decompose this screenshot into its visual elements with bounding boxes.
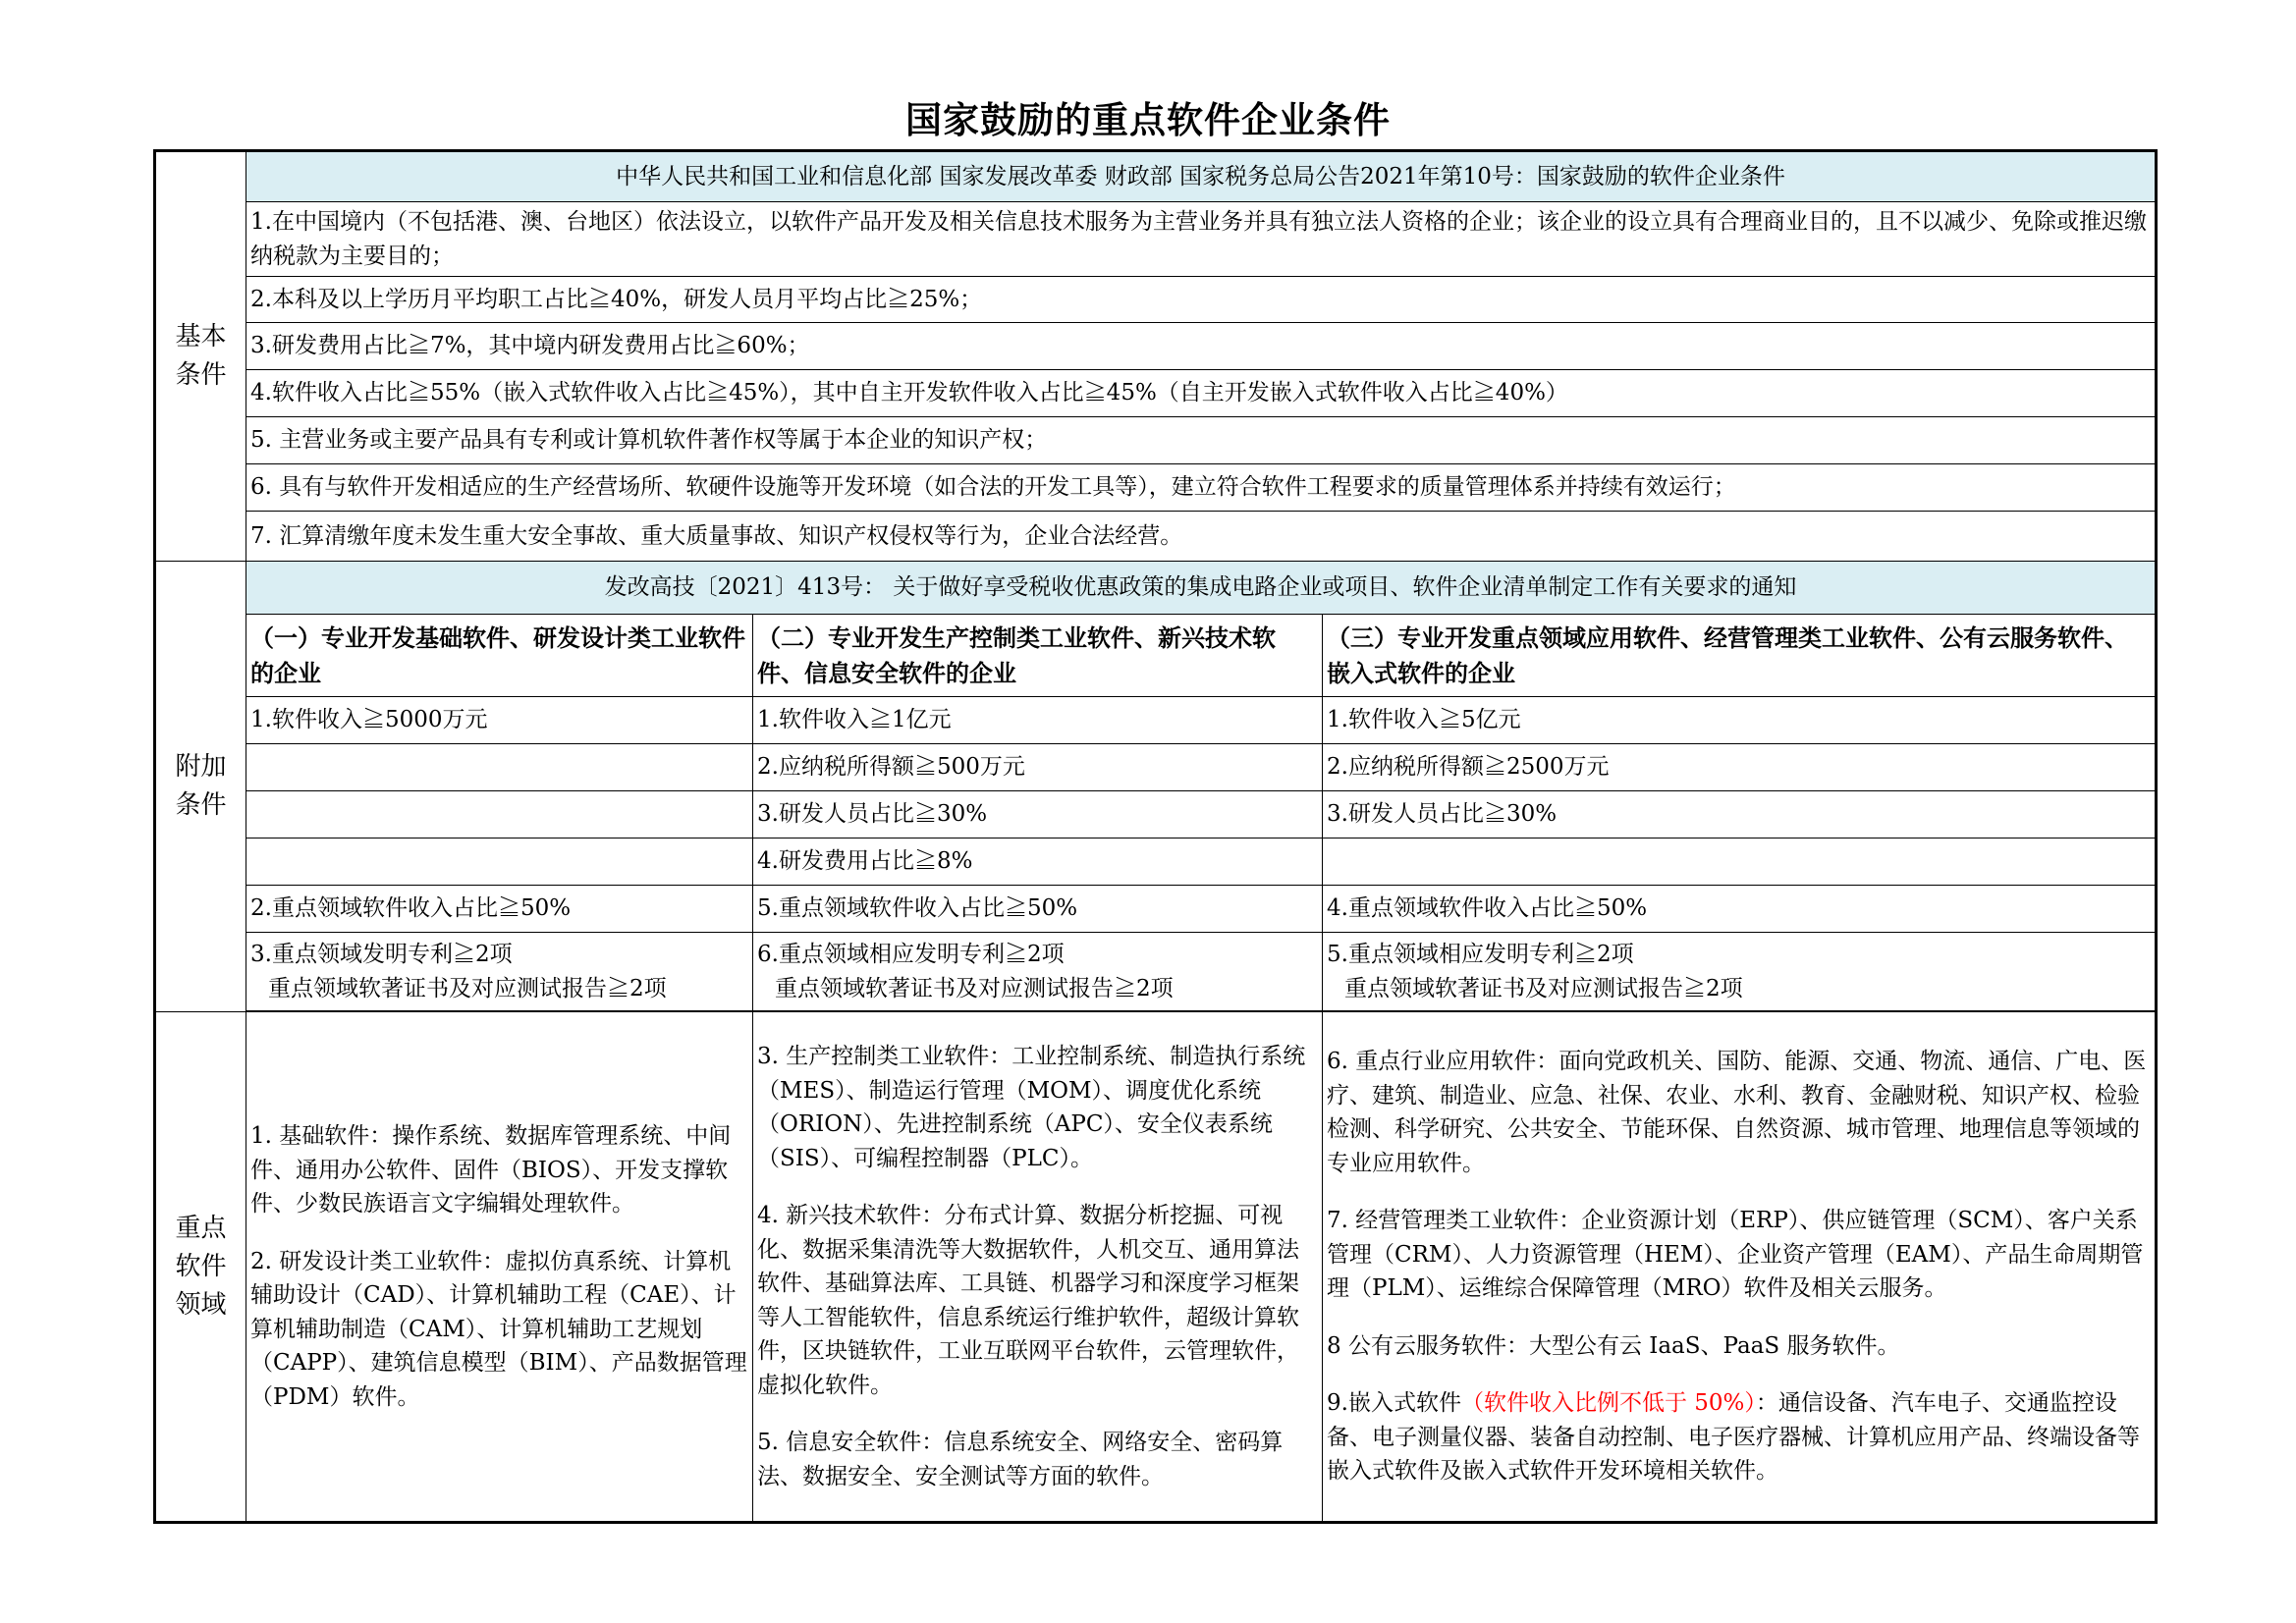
table-cell: 1.软件收入≧5亿元 <box>1323 697 2157 744</box>
patent-line: 重点领域软著证书及对应测试报告≧2项 <box>268 975 667 1001</box>
column-header-3: （三）专业开发重点领域应用软件、经营管理类工业软件、公有云服务软件、嵌入式软件的企业 <box>1323 615 2157 697</box>
embedded-prefix: 9.嵌入式软件 <box>1327 1390 1461 1417</box>
table-row <box>155 697 2157 744</box>
basic-item-5: 5. 主营业务或主要产品具有专利或计算机软件著作权等属于本企业的知识产权； <box>246 417 2157 464</box>
table-cell: 3.研发人员占比≧30% <box>1323 791 2157 839</box>
table-cell: 4.研发费用占比≧8% <box>753 839 1323 886</box>
page-title: 国家鼓励的重点软件企业条件 <box>905 99 1391 141</box>
patent-line: 重点领域软著证书及对应测试报告≧2项 <box>775 975 1174 1001</box>
table-row <box>155 512 2157 562</box>
domain-column-1 <box>246 1012 753 1523</box>
patent-line: 5.重点领域相应发明专利≧2项 <box>1327 942 1634 967</box>
domain-column-3 <box>1323 1012 2157 1523</box>
patent-cell-1 <box>246 933 753 1011</box>
basic-source-banner: 中华人民共和国工业和信息化部 国家发展改革委 财政部 国家税务总局公告2021年第10号：国家鼓励的软件企业条件 <box>246 151 2157 202</box>
patent-cell-2 <box>753 933 1323 1011</box>
conditions-table <box>153 149 2158 1524</box>
table-cell: 2.应纳税所得额≧2500万元 <box>1323 744 2157 791</box>
section-label-basic-text: 基本 条件 <box>175 322 227 390</box>
patent-line: 6.重点领域相应发明专利≧2项 <box>757 942 1065 967</box>
domain-paragraph: 3. 生产控制类工业软件：工业控制系统、制造执行系统（MES）、制造运行管理（MOM）、调度优化系统（ORION）、先进控制系统（APC）、安全仪表系统（SIS）、可编程控制器（PLC）。 <box>757 1044 1306 1171</box>
table-row <box>155 417 2157 464</box>
domains-row <box>155 1012 2157 1523</box>
table-row <box>155 370 2157 417</box>
table-row <box>155 839 2157 886</box>
domain-paragraph: 6. 重点行业应用软件：面向党政机关、国防、能源、交通、物流、通信、广电、医疗、建筑、制造业、应急、社保、农业、水利、教育、金融财税、知识产权、检验检测、科学研究、公共安全、节能环保、自然资源、城市管理、地理信息等领域的专业应用软件。 <box>1327 1049 2147 1176</box>
basic-item-7: 7. 汇算清缴年度未发生重大安全事故、重大质量事故、知识产权侵权等行为，企业合法经营。 <box>246 512 2157 562</box>
additional-source-banner: 发改高技〔2021〕413号： 关于做好享受税收优惠政策的集成电路企业或项目、软件企业清单制定工作有关要求的通知 <box>246 562 2157 615</box>
table-cell: 1.软件收入≧5000万元 <box>246 697 753 744</box>
column-header-2: （二）专业开发生产控制类工业软件、新兴技术软件、信息安全软件的企业 <box>753 615 1323 697</box>
table-cell: 2.重点领域软件收入占比≧50% <box>246 886 753 933</box>
domain-paragraph: 7. 经营管理类工业软件：企业资源计划（ERP）、供应链管理（SCM）、客户关系管理（CRM）、人力资源管理（HEM）、企业资产管理（EAM）、产品生命周期管理（PLM）、运维综合保障管理（MRO）软件及相关云服务。 <box>1327 1208 2144 1302</box>
basic-item-1: 1.在中国境内（不包括港、澳、台地区）依法设立，以软件产品开发及相关信息技术服务为主营业务并具有独立法人资格的企业；该企业的设立具有合理商业目的，且不以减少、免除或推迟缴纳税款为主要目的； <box>246 202 2157 277</box>
domain-paragraph: 4. 新兴技术软件：分布式计算、数据分析挖掘、可视化、数据采集清洗等大数据软件，人机交互、通用算法软件、基础算法库、工具链、机器学习和深度学习框架等人工智能软件，信息系统运行维护软件，超级计算软件，区块链软件，工业互联网平台软件，云管理软件，虚拟化软件。 <box>757 1203 1299 1398</box>
section-label-domains <box>155 1012 246 1523</box>
table-row <box>155 464 2157 512</box>
table-cell <box>1323 839 2157 886</box>
section-label-additional <box>155 562 246 1012</box>
domain-column-2 <box>753 1012 1323 1523</box>
table-cell <box>246 744 753 791</box>
table-row <box>155 202 2157 277</box>
table-cell: 4.重点领域软件收入占比≧50% <box>1323 886 2157 933</box>
patent-cell-3 <box>1323 933 2157 1011</box>
basic-item-4: 4.软件收入占比≧55%（嵌入式软件收入占比≧45%），其中自主开发软件收入占比≧45%（自主开发嵌入式软件收入占比≧40%） <box>246 370 2157 417</box>
column-header-1: （一）专业开发基础软件、研发设计类工业软件的企业 <box>246 615 753 697</box>
embedded-highlight: （软件收入比例不低于 50%） <box>1460 1390 1756 1417</box>
table-row <box>155 744 2157 791</box>
table-row <box>155 791 2157 839</box>
basic-item-3: 3.研发费用占比≧7%，其中境内研发费用占比≧60%； <box>246 323 2157 370</box>
column-header-row <box>155 615 2157 697</box>
additional-source-row <box>155 562 2157 615</box>
domain-paragraph-embedded <box>1327 1386 2151 1488</box>
table-cell: 2.应纳税所得额≧500万元 <box>753 744 1323 791</box>
basic-item-6: 6. 具有与软件开发相适应的生产经营场所、软硬件设施等开发环境（如合法的开发工具等），建立符合软件工程要求的质量管理体系并持续有效运行； <box>246 464 2157 512</box>
table-row <box>155 323 2157 370</box>
section-label-domains-text: 重点 软件 领域 <box>175 1213 227 1320</box>
domain-paragraph: 1. 基础软件：操作系统、数据库管理系统、中间件、通用办公软件、固件（BIOS）、开发支撑软件、少数民族语言文字编辑处理软件。 <box>250 1123 732 1217</box>
section-label-additional-text: 附加 条件 <box>175 752 227 820</box>
table-cell <box>246 791 753 839</box>
basic-item-2: 2.本科及以上学历月平均职工占比≧40%，研发人员月平均占比≧25%； <box>246 277 2157 323</box>
table-cell: 1.软件收入≧1亿元 <box>753 697 1323 744</box>
table-row <box>155 277 2157 323</box>
patent-line: 3.重点领域发明专利≧2项 <box>250 942 513 967</box>
table-row <box>155 933 2157 1011</box>
embedded-suffix: ：通信设备、汽车电子、交通监控设备、电子测量仪器、装备自动控制、电子医疗器械、计算机应用产品、终端设备等嵌入式软件及嵌入式软件开发环境相关软件。 <box>1327 1390 2140 1485</box>
table-cell: 5.重点领域软件收入占比≧50% <box>753 886 1323 933</box>
domain-paragraph: 2. 研发设计类工业软件：虚拟仿真系统、计算机辅助设计（CAD）、计算机辅助工程（CAE）、计算机辅助制造（CAM）、计算机辅助工艺规划（CAPP）、建筑信息模型（BIM）、产品数据管理（PDM）软件。 <box>250 1248 747 1410</box>
table-cell: 3.研发人员占比≧30% <box>753 791 1323 839</box>
domain-paragraph: 8 公有云服务软件：大型公有云 IaaS、PaaS 服务软件。 <box>1327 1332 1900 1359</box>
table-row <box>155 886 2157 933</box>
basic-source-row <box>155 151 2157 202</box>
section-label-basic <box>155 151 246 562</box>
domain-paragraph: 5. 信息安全软件：信息系统安全、网络安全、密码算法、数据安全、安全测试等方面的软件。 <box>757 1430 1284 1489</box>
table-cell <box>246 839 753 886</box>
patent-line: 重点领域软著证书及对应测试报告≧2项 <box>1344 975 1743 1001</box>
